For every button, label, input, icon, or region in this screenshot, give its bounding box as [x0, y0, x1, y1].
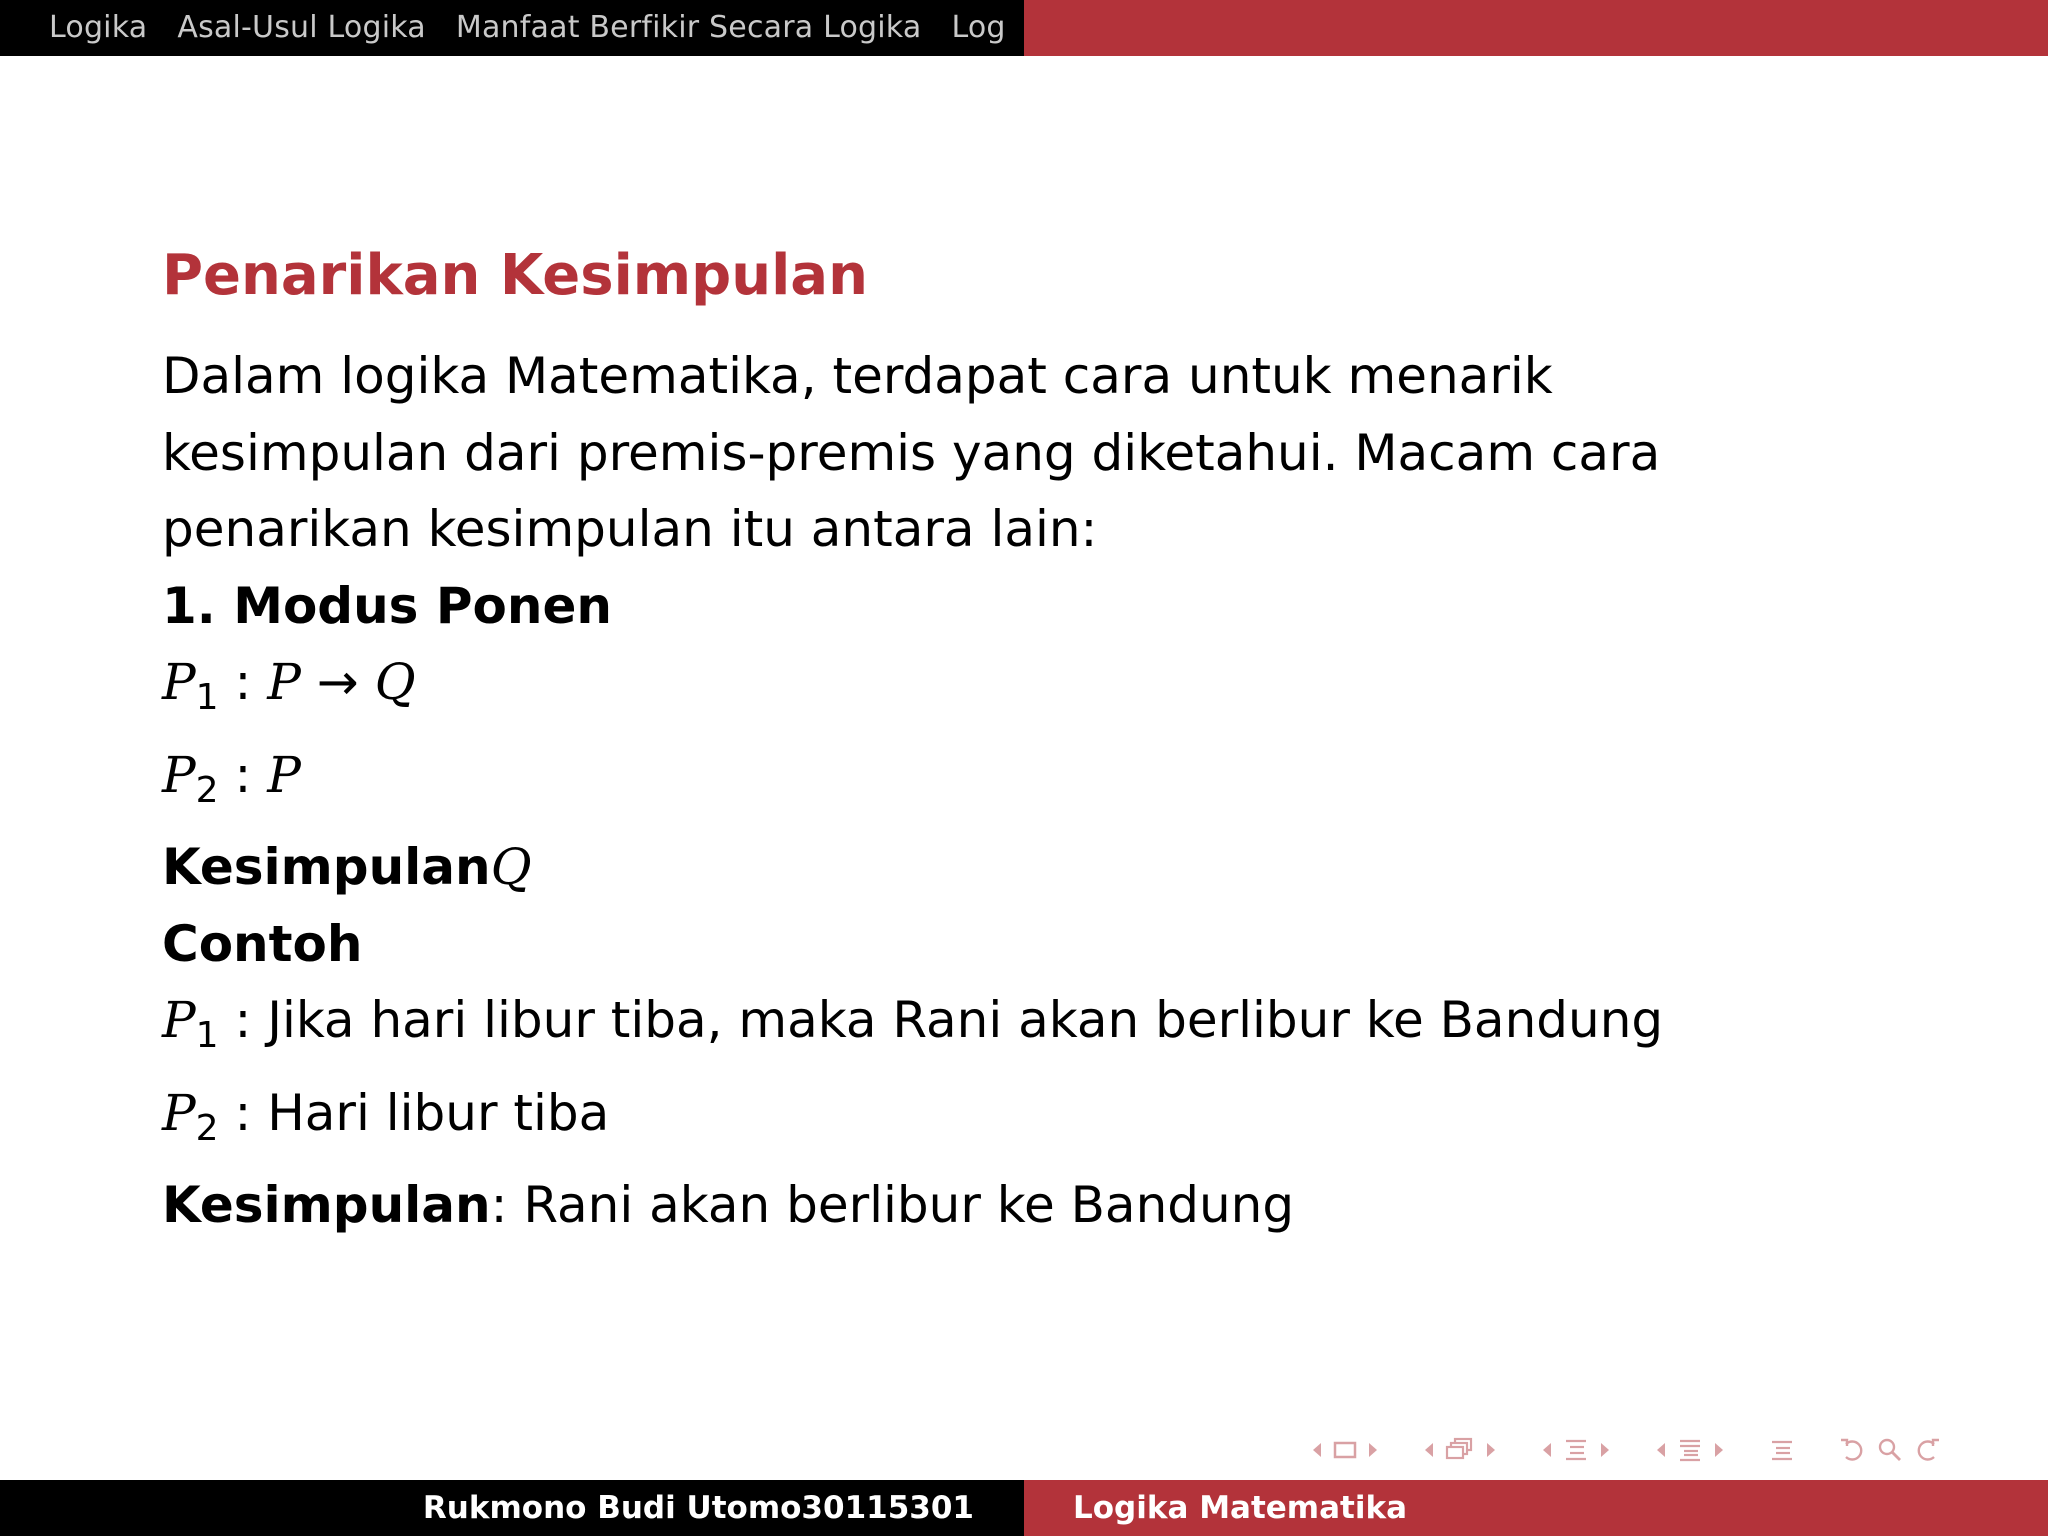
prev-arrow-icon[interactable]	[1654, 1440, 1668, 1460]
conclusion	[162, 829, 1982, 906]
header-bar	[0, 0, 2048, 56]
nav-item-logika[interactable]: Logika	[49, 10, 148, 45]
footer-author-panel	[0, 1480, 1024, 1536]
premise-1-lhs: P	[267, 653, 301, 711]
toc-icon[interactable]	[1676, 1437, 1704, 1463]
example-heading: Contoh	[162, 914, 363, 973]
prev-arrow-icon[interactable]	[1540, 1440, 1554, 1460]
slide-content	[162, 236, 1982, 1244]
example-premise-1	[162, 982, 1982, 1075]
example-premise-2-subscript: 2	[195, 1107, 219, 1149]
example-premise-2-label: P	[162, 1083, 196, 1142]
search-nav-group	[1838, 1436, 1942, 1464]
intro-line-2: kesimpulan dari premis-premis yang diketahui. Macam cara	[162, 423, 1661, 482]
implication-arrow: →	[316, 653, 359, 711]
next-arrow-icon[interactable]	[1484, 1440, 1498, 1460]
prev-arrow-icon[interactable]	[1422, 1440, 1436, 1460]
premise-2-value: P	[267, 745, 301, 804]
example-premise-1-subscript: 1	[195, 1015, 219, 1056]
nav-item-asal-usul-logika[interactable]: Asal-Usul Logika	[177, 10, 426, 45]
premise-1-label: P	[162, 653, 196, 711]
footer-author: Rukmono Budi Utomo30115301	[422, 1490, 974, 1526]
section-heading-modus-ponen: 1. Modus Ponen	[162, 576, 612, 635]
footer-title: Logika Matematika	[1073, 1490, 1408, 1526]
search-icon[interactable]	[1876, 1436, 1904, 1464]
conclusion-value: Q	[490, 838, 532, 896]
example-conclusion	[162, 1167, 1982, 1244]
navigation-symbols	[1310, 1430, 2030, 1470]
section-nav-group	[1540, 1437, 1612, 1463]
next-arrow-icon[interactable]	[1366, 1440, 1380, 1460]
footer-title-panel	[1024, 1480, 2048, 1536]
example-premise-1-text: : Jika hari libur tiba, maka Rani akan berlibur ke Bandung	[218, 991, 1664, 1049]
premise-2-label: P	[162, 745, 196, 804]
frame-nav-group	[1310, 1439, 1380, 1461]
redo-icon[interactable]	[1912, 1436, 1942, 1464]
subsection-icon[interactable]	[1444, 1437, 1476, 1463]
undo-icon[interactable]	[1838, 1436, 1868, 1464]
header-accent-bar	[1024, 0, 2048, 56]
subsection-nav-group	[1422, 1437, 1498, 1463]
frame-icon[interactable]	[1332, 1439, 1358, 1461]
premise-2	[162, 737, 1982, 830]
next-arrow-icon[interactable]	[1712, 1440, 1726, 1460]
footer-bar	[0, 1480, 2048, 1536]
slide-body	[162, 338, 1982, 1244]
premise-1-rhs: Q	[374, 653, 416, 711]
section-icon[interactable]	[1562, 1437, 1590, 1463]
nav-item-manfaat-berfikir[interactable]: Manfaat Berfikir Secara Logika	[455, 10, 922, 45]
next-arrow-icon[interactable]	[1598, 1440, 1612, 1460]
example-conclusion-text: : Rani akan berlibur ke Bandung	[490, 1176, 1295, 1234]
premise-2-subscript: 2	[195, 769, 219, 811]
premise-2-separator: :	[218, 745, 268, 804]
premise-1-subscript: 1	[195, 677, 219, 718]
intro-line-3: penarikan kesimpulan itu antara lain:	[162, 500, 1098, 558]
example-premise-2	[162, 1075, 1982, 1168]
example-premise-2-text: : Hari libur tiba	[218, 1083, 610, 1142]
toc-icon[interactable]	[1768, 1437, 1796, 1463]
toc-nav-group	[1654, 1437, 1726, 1463]
nav-item-truncated[interactable]: Log	[951, 10, 1006, 45]
prev-arrow-icon[interactable]	[1310, 1440, 1324, 1460]
appendix-nav-group	[1768, 1437, 1796, 1463]
premise-1-separator: :	[218, 653, 268, 711]
slide-title: Penarikan Kesimpulan	[162, 243, 868, 308]
example-premise-1-label: P	[162, 991, 196, 1049]
example-conclusion-label: Kesimpulan	[162, 1176, 491, 1234]
premise-1	[162, 644, 1982, 737]
conclusion-label: Kesimpulan	[162, 838, 491, 896]
section-navigation	[0, 0, 1024, 56]
intro-line-1: Dalam logika Matematika, terdapat cara untuk menarik	[162, 347, 1553, 405]
